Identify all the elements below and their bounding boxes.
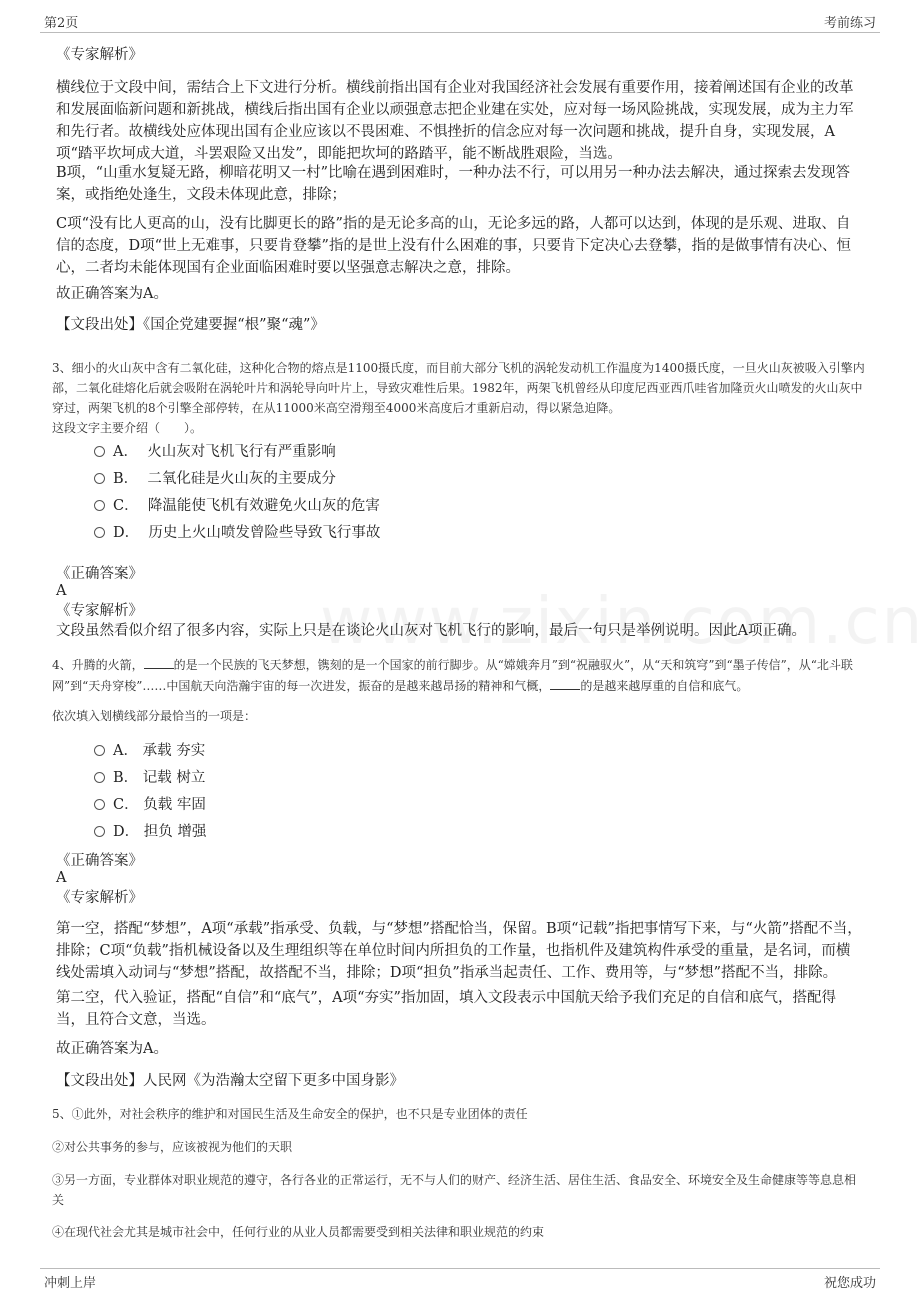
q4-answer: A <box>56 870 67 886</box>
q2-source: 【文段出处】《国企党建要握“根”聚“魂”》 <box>56 317 325 333</box>
q4-option-a[interactable]: A． 承载 夯实 <box>94 740 205 762</box>
q3-option-d[interactable]: D． 历史上火山喷发曾险些导致飞行事故 <box>94 522 380 544</box>
radio-icon[interactable] <box>94 446 105 457</box>
q2-analysis-title: 《专家解析》 <box>56 47 143 63</box>
q4-analysis-para2: 第二空，代入验证，搭配“自信”和“底气”，A项“夯实”指加固，填入文段表示中国航天给予我们充足的自信和底气，搭配得当，且符合文意，当选。 <box>56 990 836 1028</box>
q2-analysis-para2: B项，“山重水复疑无路，柳暗花明又一村”比喻在遇到困难时，一种办法不行，可以用另一种办法去解决，通过探索去发现答案，或指绝处逢生，文段未体现此意，排除； <box>56 165 850 203</box>
radio-icon[interactable] <box>94 772 105 783</box>
q5-sentence-3: ③另一方面，专业群体对职业规范的遵守，各行各业的正常运行，无不与人们的财产、经济生活、居住生活、食品安全、环境安全及生命健康等等息息相关 <box>52 1173 857 1207</box>
q3-answer-title: 《正确答案》 <box>56 566 143 582</box>
q2-analysis-para1: 横线位于文段中间，需结合上下文进行分析。横线前指出国有企业对我国经济社会发展有重要作用，接着阐述国有企业的改革和发展面临新问题和新挑战，横线后指出国有企业以顽强意志把企业建在实处，应对每一场风险挑战，实现发展，成为主力军和先行者。故横线处应体现出国有企业应该以不畏困难、不惧挫折的信念应对每一次问题和挑战，提升自身，实现发展，A项“踏平坎坷成大道，斗罢艰险又出发”，即能把坎坷的路踏平，能不断战胜艰险，当选。 <box>56 80 854 162</box>
radio-icon[interactable] <box>94 527 105 538</box>
radio-icon[interactable] <box>94 826 105 837</box>
q3-analysis: 文段虽然看似介绍了很多内容，实际上只是在谈论火山灰对飞机飞行的影响，最后一句只是举例说明。因此A项正确。 <box>56 623 806 639</box>
q4-prompt: 依次填入划横线部分最恰当的一项是： <box>52 709 257 723</box>
header-title: 考前练习 <box>823 16 876 31</box>
q3-option-c[interactable]: C． 降温能使飞机有效避免火山灰的危害 <box>94 495 380 517</box>
q3-stem: 3、细小的火山灰中含有二氧化硅，这种化合物的熔点是1100摄氏度，而目前大部分飞机的涡轮发动机工作温度为1400摄氏度，一旦火山灰被吸入引擎内部，二氧化硅熔化后就会吸附在涡轮叶片和涡轮导向叶片上，导致灾难性后果。1982年，两架飞机曾经从印度尼西亚西爪哇省加隆贡火山喷发的火山灰中穿过，两架飞机的8个引擎全部停转，在从11000米高空滑翔至4000米高度后才重新启动，得以紧急迫降。 <box>52 361 865 415</box>
q4-conclusion: 故正确答案为A。 <box>56 1041 168 1057</box>
q4-option-b[interactable]: B． 记载 树立 <box>94 767 205 789</box>
radio-icon[interactable] <box>94 745 105 756</box>
q3-option-b[interactable]: B． 二氧化硅是火山灰的主要成分 <box>94 468 336 490</box>
q2-analysis-para3: C项“没有比人更高的山，没有比脚更长的路”指的是无论多高的山，无论多远的路，人都可以达到，体现的是乐观、进取、自信的态度，D项“世上无难事，只要肯登攀”指的是世上没有什么困难的事，只要肯下定决心去登攀，指的是做事情有决心、恒心，二者均未能体现国有企业面临困难时要以坚强意志解决之意，排除。 <box>56 216 851 276</box>
q4-option-c[interactable]: C． 负载 牢固 <box>94 794 206 816</box>
q4-option-d[interactable]: D． 担负 增强 <box>94 821 206 843</box>
q3-answer: A <box>56 583 67 599</box>
footer-left: 冲刺上岸 <box>44 1276 97 1291</box>
q4-source: 【文段出处】人民网《为浩瀚太空留下更多中国身影》 <box>56 1073 404 1089</box>
blank-1 <box>144 654 174 669</box>
page-number: 第2页 <box>44 16 79 31</box>
radio-icon[interactable] <box>94 799 105 810</box>
q3-option-a[interactable]: A． 火山灰对飞机飞行有严重影响 <box>94 441 336 463</box>
footer-right: 祝您成功 <box>823 1276 876 1291</box>
q5-sentence-4: ④在现代社会尤其是城市社会中，任何行业的从业人员都需要受到相关法律和职业规范的约束 <box>52 1225 545 1239</box>
q3-analysis-title: 《专家解析》 <box>56 603 143 619</box>
radio-icon[interactable] <box>94 473 105 484</box>
q2-conclusion: 故正确答案为A。 <box>56 286 168 302</box>
page-header <box>40 10 880 33</box>
radio-icon[interactable] <box>94 500 105 511</box>
q4-analysis-title: 《专家解析》 <box>56 890 143 906</box>
q5-sentence-1: 5、①此外，对社会秩序的维护和对国民生活及生命安全的保护，也不只是专业团体的责任 <box>52 1107 528 1121</box>
q4-stem: 4、升腾的火箭， 的是一个民族的飞天梦想，镌刻的是一个国家的前行脚步。从“嫦娥奔月”到“祝融驭火”，从“天和筑穹”到“墨子传信”，从“北斗联网”到“天舟穿梭”……中国航天向浩瀚宇宙的每一次进发，振奋的是越来越昂扬的精神和气概， 的是越来越厚重的自信和底气。 <box>52 654 866 696</box>
blank-2 <box>550 675 580 690</box>
page-footer <box>40 1268 880 1291</box>
q4-answer-title: 《正确答案》 <box>56 853 143 869</box>
q5-sentence-2: ②对公共事务的参与，应该被视为他们的天职 <box>52 1140 293 1154</box>
q4-analysis-para1: 第一空，搭配“梦想”，A项“承载”指承受、负载，与“梦想”搭配恰当，保留。B项“记载”指把事情写下来，与“火箭”搭配不当，排除；C项“负载”指机械设备以及生理组织等在单位时间内所担负的工作量，也指机件及建筑构件承受的重量，是名词，而横线处需填入动词与“梦想”搭配，故搭配不当，排除；D项“担负”指承当起责任、工作、费用等，与“梦想”搭配不当，排除。 <box>56 921 862 981</box>
q3-prompt: 这段文字主要介绍（ ）。 <box>52 421 203 435</box>
